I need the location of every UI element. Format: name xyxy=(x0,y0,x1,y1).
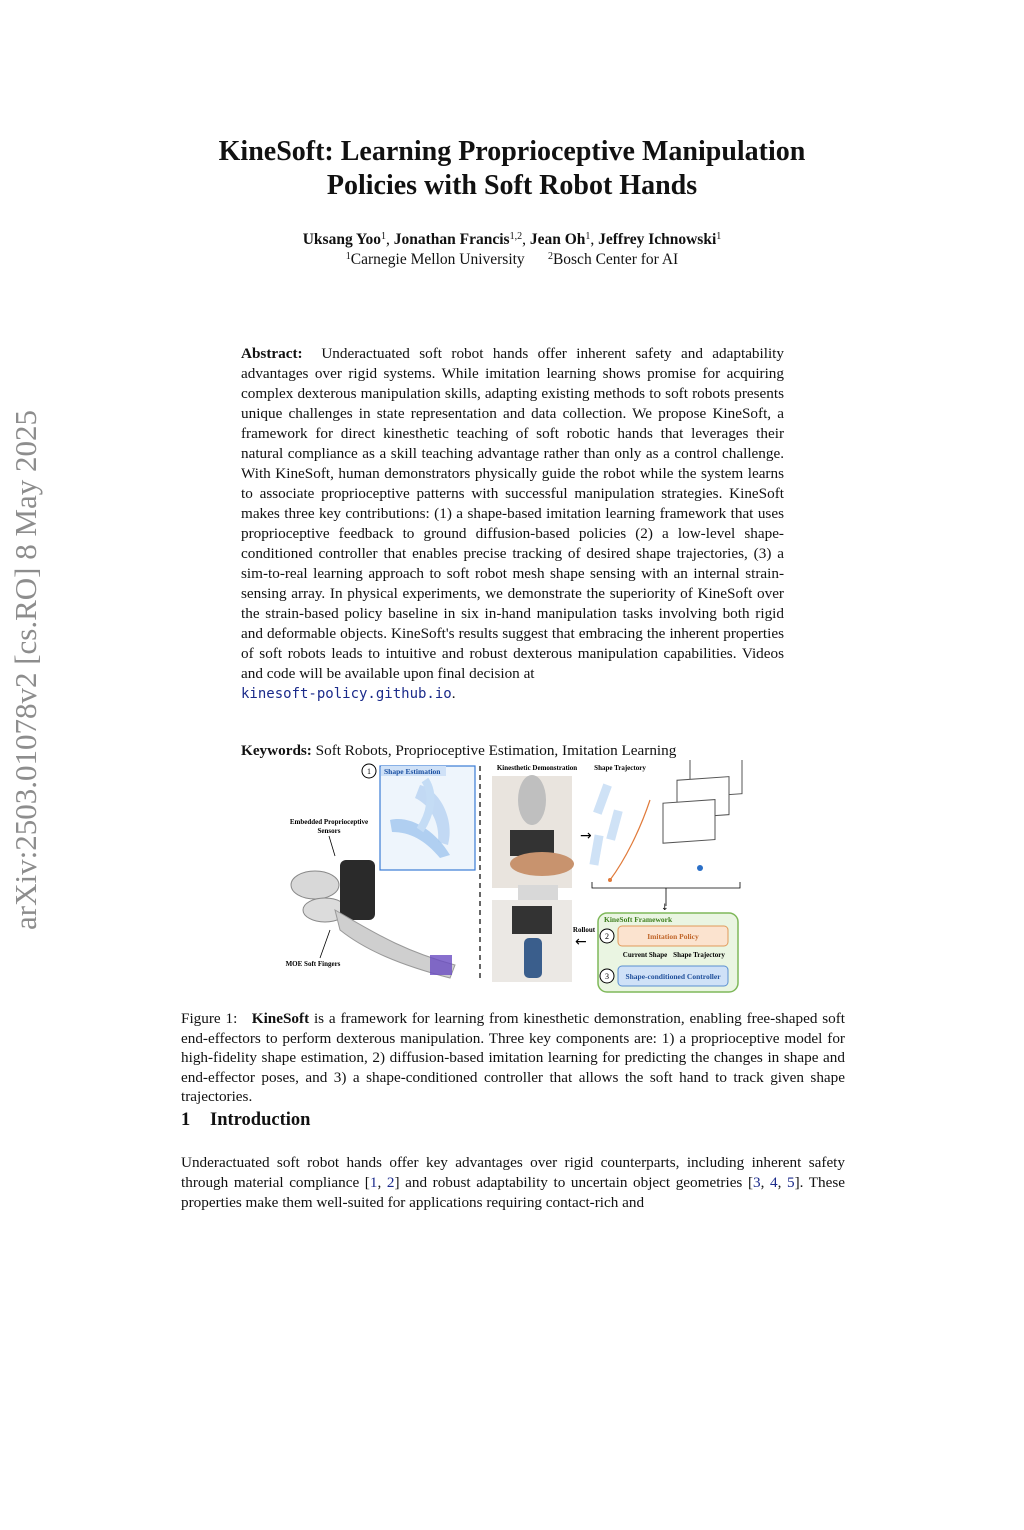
affiliation-2: Bosch Center for AI xyxy=(552,251,679,268)
citation-link[interactable]: 5 xyxy=(787,1174,795,1191)
trajectory-shape xyxy=(593,784,612,815)
author-list: Uksang Yoo$^1$, Jonathan Francis$^{1,2}$, Jean Oh$^1$, Jeffrey Ichnowski$^1$ xyxy=(302,231,722,248)
caption-text: is a framework for learning from kinesthetic demonstration, enabling free-shaped soft end-effectors to perform dexterous manipulation. Three key components are: 1) a proprioceptive model for high-fidelity shape estimation, 2) diffusion-based imitation learning for predicting the changes in shape and end-effector poses, and 3) a shape-conditioned controller that allows the soft hand to track given shape trajectories. xyxy=(181,1010,846,1105)
step-1-label: 1 xyxy=(367,767,371,776)
intro-text: ]. These properties make them well-suited for applications requiring contact-rich and xyxy=(181,1174,846,1211)
demo-robot-hand xyxy=(510,830,554,856)
intro-sep: , xyxy=(760,1174,770,1191)
leader-line xyxy=(329,836,335,856)
arrow-down-icon: ↓ xyxy=(661,903,669,913)
moe-label: MOE Soft Fingers xyxy=(285,960,341,968)
abstract-end: . xyxy=(451,685,456,702)
affil-sup: 1 xyxy=(716,231,722,242)
intro-text: ] and robust adaptability to uncertain object geometries [ xyxy=(394,1174,753,1191)
figure-1 xyxy=(280,760,750,996)
demo-robot-arm xyxy=(518,775,546,825)
trajectory-shape xyxy=(606,809,622,840)
intro-text: Underactuated soft robot hands offer key advantages over rigid counterparts, including inherent safety through material compliance [ xyxy=(181,1154,845,1191)
arrow-left-icon: ← xyxy=(575,934,587,950)
intro-sep: , xyxy=(777,1174,787,1191)
intro-sep: , xyxy=(377,1174,387,1191)
arrow-right-icon: → xyxy=(580,828,592,844)
title-line-1: KineSoft: Learning Proprioceptive Manipulation xyxy=(218,136,806,167)
rollout-robot-hand xyxy=(512,906,552,934)
demonstrator-hand xyxy=(510,852,574,876)
paper-title xyxy=(0,135,1024,203)
abstract xyxy=(241,344,784,704)
abstract-label: Abstract: xyxy=(241,345,303,362)
shape-trajectory-label: Shape Trajectory xyxy=(673,951,725,959)
caption-prefix: Figure 1: xyxy=(181,1010,238,1027)
arxiv-id: arXiv:2503.01078v2 [cs.RO] 8 May 2025 xyxy=(8,409,43,930)
rollout-object xyxy=(524,938,542,978)
author-name: Uksang Yoo xyxy=(302,231,381,248)
affiliation-1: Carnegie Mellon University xyxy=(350,251,525,268)
author-name: Jeffrey Ichnowski xyxy=(598,231,717,248)
affil-sup: 2 xyxy=(547,251,553,262)
citation-link[interactable]: 3 xyxy=(753,1174,761,1191)
embedded-sensors-label: Embedded Proprioceptive xyxy=(289,818,369,826)
rollout-label: Rollout xyxy=(572,926,596,934)
intro-paragraph xyxy=(181,1153,845,1213)
abstract-text: Underactuated soft robot hands offer inherent safety and adaptability advantages over rigid systems. While imitation learning shows promise for acquiring complex dexterous manipulation skills, adapting existing methods to soft robots presents unique challenges in state representation and data collection. We propose KineSoft, a framework for direct kinesthetic teaching of soft robotic hands that leverages their natural compliance as a skill teaching advantage rather than only as a control challenge. With KineSoft, human demonstrators physically guide the robot while the system learns to associate proprioceptive patterns with successful manipulation strategies. KineSoft makes three key contributions: (1) a shape-based imitation learning framework that uses proprioceptive feedback to ground diffusion-based policies (2) a low-level shape-conditioned controller that enables precise tracking of desired shape trajectories, (3) a sim-to-real learning approach to soft robot mesh shape sensing with an internal strain-sensing array. In physical experiments, we demonstrate the superiority of KineSoft over the strain-based policy baseline in six in-hand manipulation tasks involving both rigid and deformable objects. KineSoft's results suggest that embracing the inherent properties of soft robots leads to intuitive and robust dexterous manipulation capabilities. Videos and code will be available upon final decision at xyxy=(241,345,784,682)
current-shape-label: Current Shape xyxy=(622,951,668,959)
author-name: Jean Oh xyxy=(529,231,586,248)
section-number: 1 xyxy=(181,1110,191,1130)
affil-sup: 1 xyxy=(585,231,591,242)
robot-hand-base xyxy=(340,860,375,920)
controller-label: Shape-conditioned Controller xyxy=(625,972,721,981)
kinesthetic-demo-title: Kinesthetic Demonstration xyxy=(496,764,578,772)
trajectory-end xyxy=(608,878,612,882)
citation-link[interactable]: 4 xyxy=(770,1174,778,1191)
embedded-sensors-label-2: Sensors xyxy=(317,827,341,835)
arm-light xyxy=(430,955,452,975)
imitation-policy-label: Imitation Policy xyxy=(647,932,699,941)
keywords xyxy=(241,741,784,761)
affil-sup: 1,2 xyxy=(509,231,523,242)
step-3-label: 3 xyxy=(605,972,609,981)
step-2-label: 2 xyxy=(605,932,609,941)
section-title: Introduction xyxy=(210,1110,311,1130)
project-link[interactable]: kinesoft-policy.github.io xyxy=(241,686,452,702)
bracket xyxy=(592,882,740,888)
author-name: Jonathan Francis xyxy=(393,231,510,248)
shape-trajectory-title: Shape Trajectory xyxy=(594,764,646,772)
section-heading xyxy=(181,1110,310,1131)
arxiv-stamp xyxy=(8,409,48,1530)
citation-link[interactable]: 2 xyxy=(386,1174,395,1191)
author-block xyxy=(0,230,1024,270)
affiliations xyxy=(0,250,1024,270)
keywords-label: Keywords: xyxy=(241,742,312,759)
title-line-2: Policies with Soft Robot Hands xyxy=(326,170,698,201)
affil-sup: 1 xyxy=(345,251,351,262)
shape-estimation-title: Shape Estimation xyxy=(384,767,441,776)
keywords-text: Soft Robots, Proprioceptive Estimation, Imitation Learning xyxy=(315,742,677,759)
citation-link[interactable]: 1 xyxy=(369,1174,378,1191)
figure-caption xyxy=(181,1009,845,1107)
point-cloud-points xyxy=(697,865,703,871)
caption-name: KineSoft xyxy=(251,1010,310,1027)
leader-line xyxy=(320,930,330,958)
robot-finger xyxy=(291,871,339,899)
framework-title: KineSoft Framework xyxy=(604,915,673,924)
affil-sup: 1 xyxy=(380,231,386,242)
point-cloud-frame xyxy=(663,800,715,844)
